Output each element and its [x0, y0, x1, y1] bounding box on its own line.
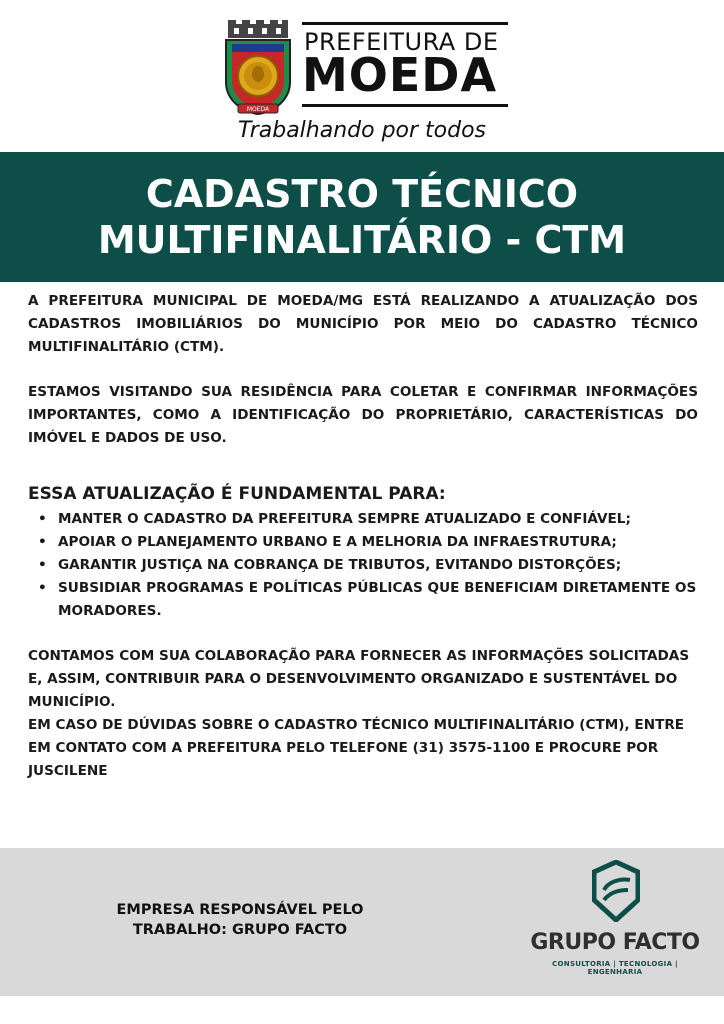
logo-title-line1: PREFEITURA DE [304, 28, 499, 56]
banner-title-line1: CADASTRO TÉCNICO [145, 172, 579, 216]
notice-body [28, 290, 698, 783]
footer [0, 848, 724, 996]
intro-paragraph: A PREFEITURA MUNICIPAL DE MOEDA/MG ESTÁ REALIZANDO A ATUALIZAÇÃO DOS CADASTROS IMOBILIÁRIOS DO MUNICÍPIO POR MEIO DO CADASTRO TÉCNICO MULTIFINALITÁRIO (CTM). [28, 293, 698, 355]
responsible-line1: EMPRESA RESPONSÁVEL PELO [116, 902, 364, 918]
crest-caption: MOEDA [246, 106, 270, 113]
title-banner [0, 152, 724, 282]
list-item: • APOIAR O PLANEJAMENTO URBANO E A MELHORIA DA INFRAESTRUTURA; [38, 531, 698, 554]
logo-title-line2: MOEDA [302, 48, 498, 102]
responsible-company-text [100, 900, 380, 940]
responsible-line2: TRABALHO: GRUPO FACTO [132, 922, 348, 938]
grupo-facto-shield-icon [592, 860, 640, 922]
company-tagline: CONSULTORIA | TECNOLOGIA | ENGENHARIA [552, 960, 678, 976]
contact-paragraph: EM CASO DE DÚVIDAS SOBRE O CADASTRO TÉCNICO MULTIFINALITÁRIO (CTM), ENTRE EM CONTATO COM A PREFEITURA PELO TELEFONE (31) 3575-1100 E PROCURE POR JUSCILENE [28, 717, 685, 779]
banner-title-line2: MULTIFINALITÁRIO - CTM [97, 218, 627, 262]
municipal-crest-icon [222, 20, 294, 116]
list-item: • SUBSIDIAR PROGRAMAS E POLÍTICAS PÚBLICAS QUE BENEFICIAM DIRETAMENTE OS MORADORES. [38, 577, 698, 623]
grupo-facto-logo [530, 860, 700, 982]
logo-top-rule [302, 22, 508, 25]
list-heading: ESSA ATUALIZAÇÃO É FUNDAMENTAL PARA: [28, 484, 446, 504]
company-name: GRUPO FACTO [530, 930, 700, 955]
logo-bottom-rule [302, 104, 508, 107]
list-item: • MANTER O CADASTRO DA PREFEITURA SEMPRE ATUALIZADO E CONFIÁVEL; [38, 508, 698, 531]
closing-paragraph: CONTAMOS COM SUA COLABORAÇÃO PARA FORNECER AS INFORMAÇÕES SOLICITADAS E, ASSIM, CONTRIBUIR PARA O DESENVOLVIMENTO ORGANIZADO E SUSTENTÁVEL DO MUNICÍPIO. [28, 648, 690, 710]
visit-paragraph: ESTAMOS VISITANDO SUA RESIDÊNCIA PARA COLETAR E CONFIRMAR INFORMAÇÕES IMPORTANTES, COMO A IDENTIFICAÇÃO DO PROPRIETÁRIO, CARACTERÍSTICAS DO IMÓVEL E DADOS DE USO. [28, 384, 698, 446]
benefits-list [28, 508, 698, 623]
list-item: • GARANTIR JUSTIÇA NA COBRANÇA DE TRIBUTOS, EVITANDO DISTORÇÕES; [38, 554, 698, 577]
tagline: Trabalhando por todos [237, 118, 487, 143]
